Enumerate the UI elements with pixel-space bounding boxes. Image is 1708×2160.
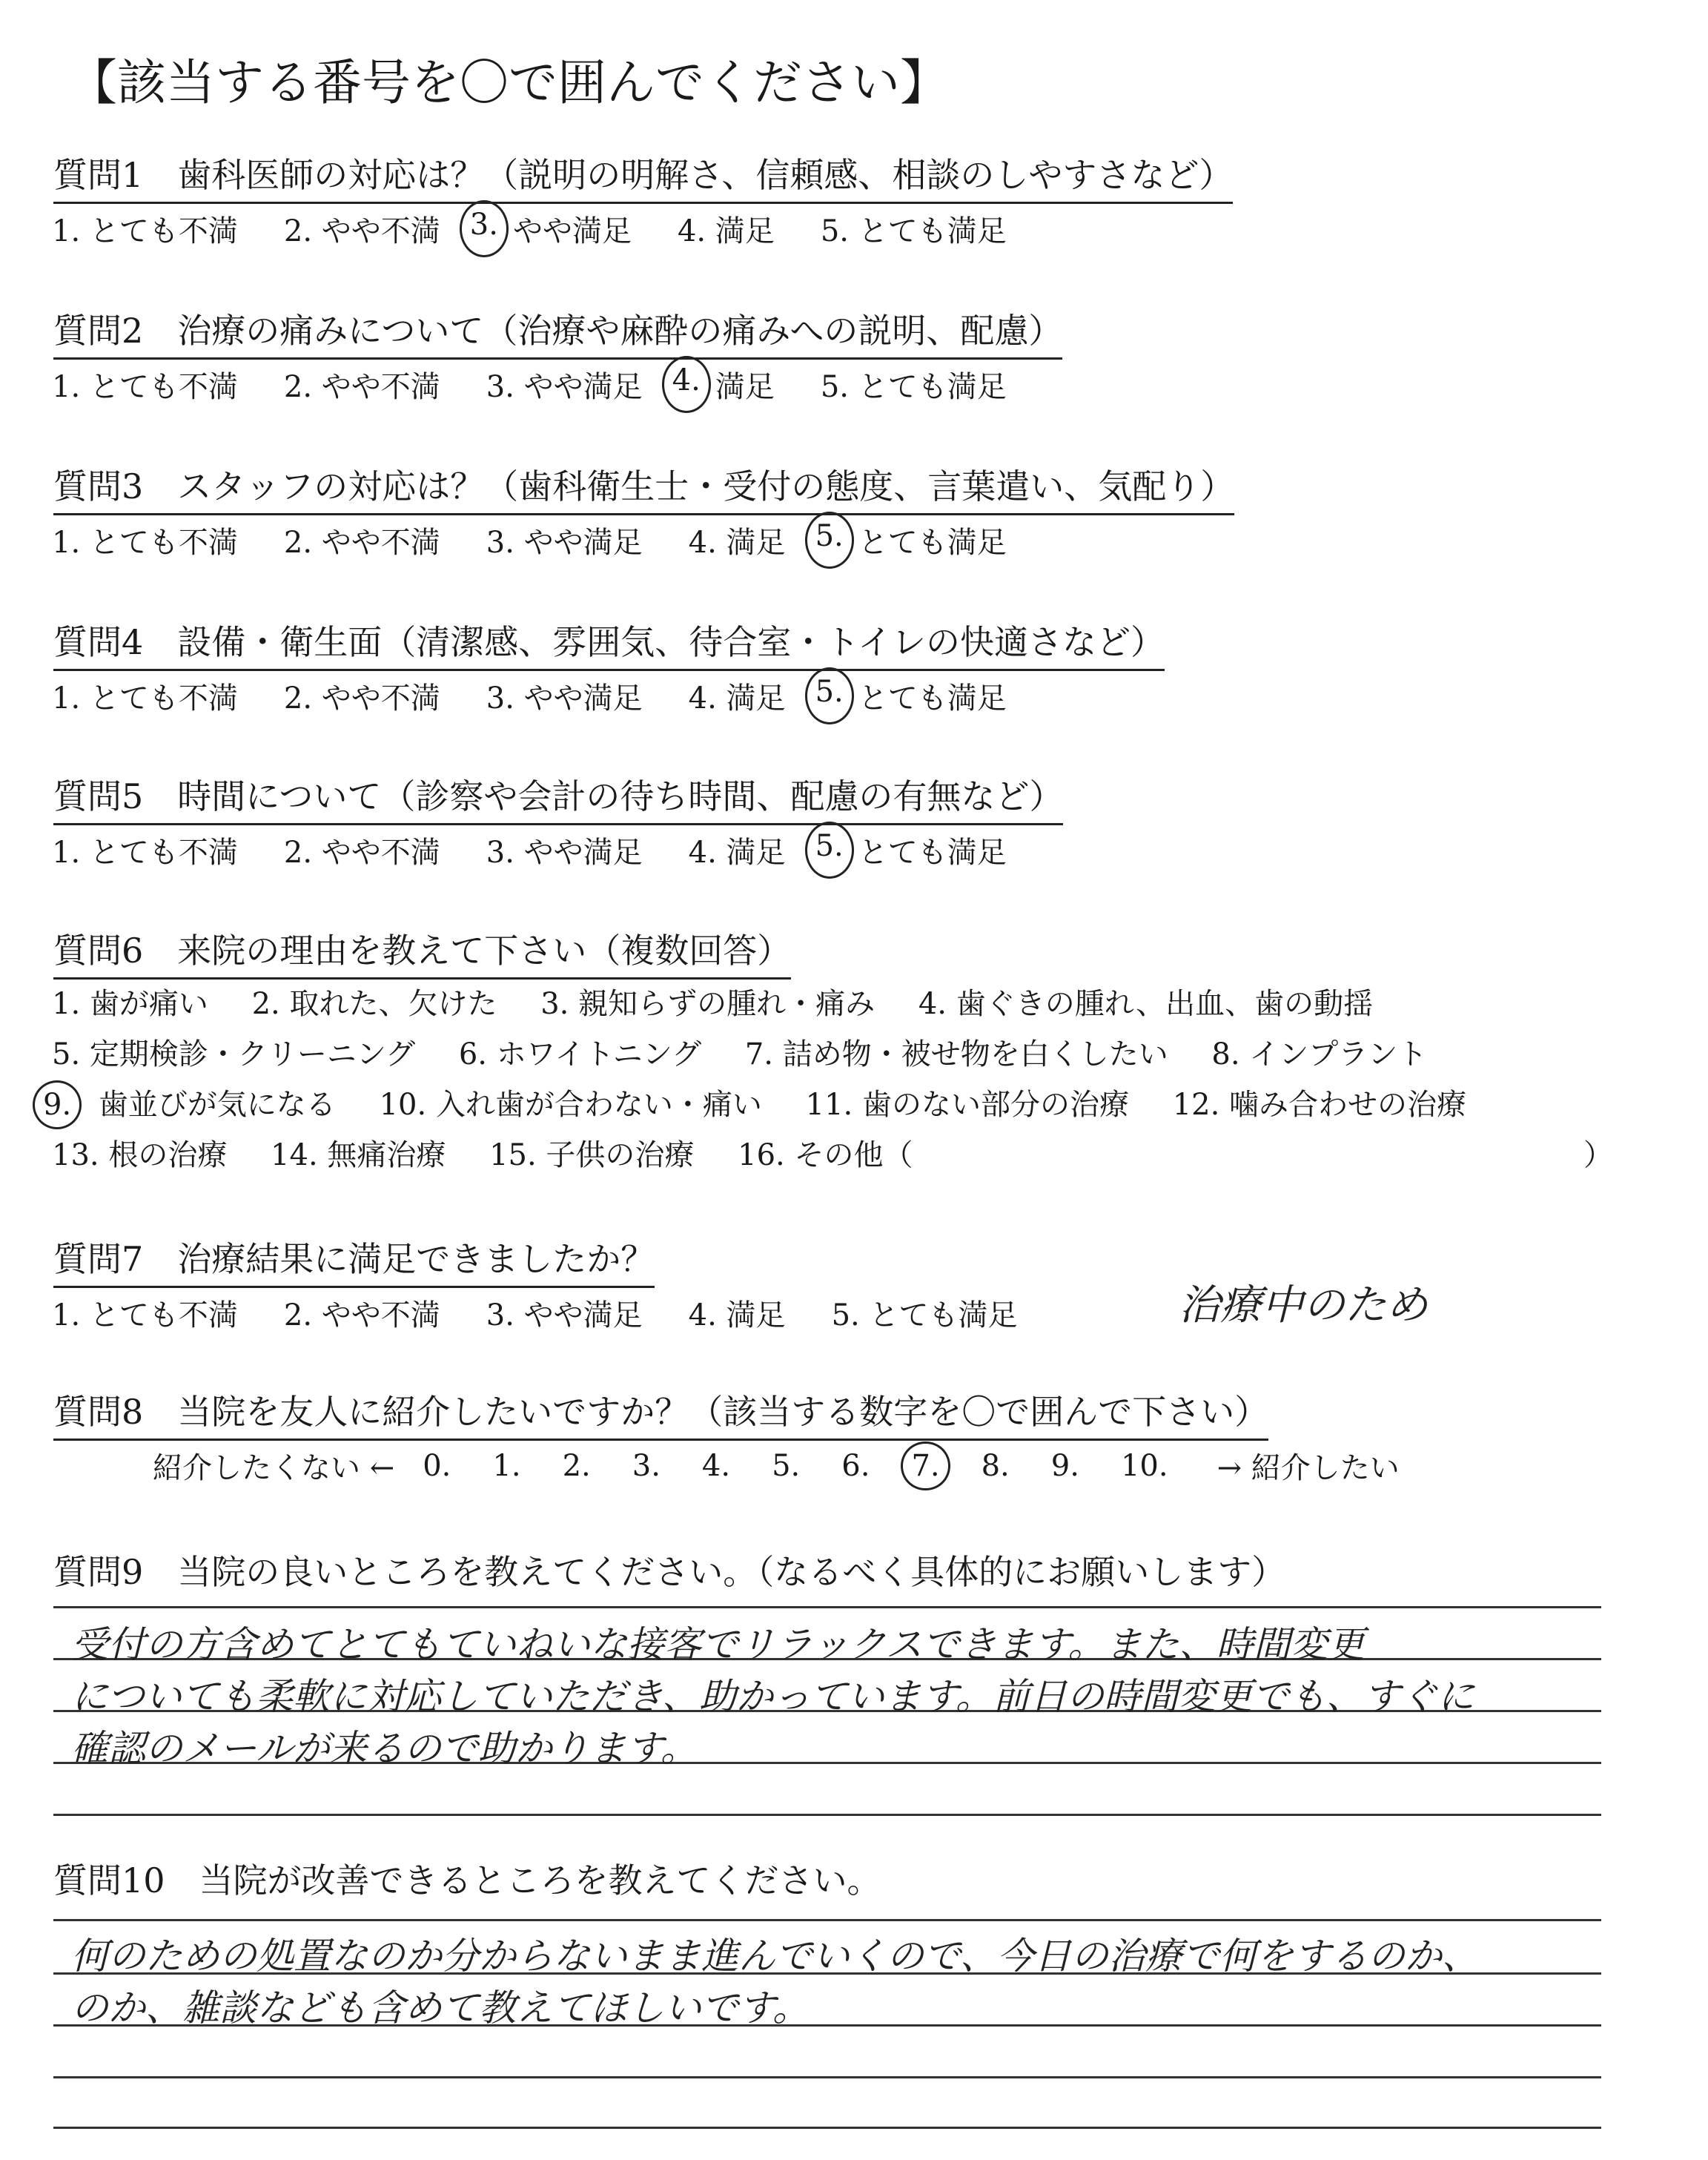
q7-option-1[interactable]: 1. とても不満: [52, 1298, 238, 1332]
q8-scale-value-8[interactable]: 8.: [981, 1448, 1010, 1483]
q3-option-5-label: とても満足: [858, 526, 1007, 560]
q6-option-11[interactable]: 11. 歯のない部分の治療: [805, 1088, 1129, 1122]
q7-option-5[interactable]: 5. とても満足: [831, 1298, 1018, 1332]
q8-scale-value-7-circled[interactable]: 7.: [911, 1448, 940, 1483]
q2-option-3[interactable]: 3. やや満足: [486, 370, 643, 404]
q4-option-2[interactable]: 2. やや不満: [283, 681, 440, 716]
q2-option-1[interactable]: 1. とても不満: [52, 370, 238, 404]
q8-scale-value-9[interactable]: 9.: [1050, 1448, 1079, 1483]
q6-option-15[interactable]: 15. 子供の治療: [489, 1138, 695, 1172]
q8-scale-value-10[interactable]: 10.: [1120, 1448, 1168, 1483]
q2-options: [52, 363, 1007, 406]
q6-option-12[interactable]: 12. 噛み合わせの治療: [1172, 1088, 1467, 1122]
q9-answer-line-1: [53, 1606, 1601, 1608]
q8-scale-value-6[interactable]: 6.: [841, 1448, 870, 1483]
q6-option-1[interactable]: 1. 歯が痛い: [52, 987, 208, 1021]
q8-right-label: → 紹介したい: [1217, 1451, 1400, 1485]
q1-option-2[interactable]: 2. やや不満: [283, 214, 440, 248]
q2-option-4-label: 満足: [715, 370, 775, 404]
q7-option-2[interactable]: 2. やや不満: [283, 1298, 440, 1332]
q9-answer-text-3: 確認のメールが来るので助かります。: [71, 1727, 698, 1770]
q10-title: 質問10 当院が改善できるところを教えてください。: [53, 1860, 881, 1900]
q8-scale-value-1[interactable]: 1.: [492, 1448, 521, 1483]
q5-title: 質問5 時間について（診察や会計の待ち時間、配慮の有無など）: [53, 770, 1063, 825]
q8-scale-value-4[interactable]: 4.: [701, 1448, 731, 1483]
q2-title: 質問2 治療の痛みについて（治療や麻酔の痛みへの説明、配慮）: [53, 304, 1062, 360]
q10-answer-text-1: 何のための処置なのか分からないまま進んでいくので、今日の治療で何をするのか、: [71, 1935, 1479, 1978]
q4-option-1[interactable]: 1. とても不満: [52, 681, 238, 716]
q6-row-2: [52, 1031, 1427, 1073]
q1-option-4[interactable]: 4. 満足: [677, 214, 775, 248]
page-header: 【該当する番号を〇で囲んでください】: [68, 54, 949, 111]
q6-other-close-paren: ）: [1583, 1138, 1613, 1172]
q9-answer-text-1: 受付の方含めてとてもていねいな接客でリラックスできます。また、時間変更: [71, 1623, 1365, 1666]
q7-option-3[interactable]: 3. やや満足: [486, 1298, 643, 1332]
q10-answer-line-5: [53, 2127, 1601, 2129]
q6-option-8[interactable]: 8. インプラント: [1211, 1037, 1428, 1071]
q6-option-9-circled[interactable]: 9.: [43, 1088, 72, 1122]
q3-title: 質問3 スタッフの対応は？（歯科衛生士・受付の態度、言葉遣い、気配り）: [53, 460, 1234, 515]
q6-title: 質問6 来院の理由を教えて下さい（複数回答）: [53, 924, 791, 980]
q5-option-5-circled[interactable]: 5.: [815, 829, 844, 871]
q3-option-5-circled[interactable]: 5.: [815, 519, 844, 561]
q3-option-3[interactable]: 3. やや満足: [486, 526, 643, 560]
q4-option-5-label: とても満足: [858, 681, 1007, 716]
q4-option-5-circled[interactable]: 5.: [815, 675, 844, 717]
q6-row-4: [52, 1132, 913, 1174]
q5-option-1[interactable]: 1. とても不満: [52, 836, 238, 870]
q7-handwritten-note: 治療中のため: [1179, 1281, 1428, 1330]
q6-option-5[interactable]: 5. 定期検診・クリーニング: [52, 1037, 416, 1071]
q8-scale-value-3[interactable]: 3.: [632, 1448, 661, 1483]
q9-answer-line-5: [53, 1814, 1601, 1816]
q1-option-1[interactable]: 1. とても不満: [52, 214, 238, 248]
q6-option-13[interactable]: 13. 根の治療: [52, 1138, 228, 1172]
q3-options: [52, 519, 1007, 561]
q6-option-6[interactable]: 6. ホワイトニング: [458, 1037, 702, 1071]
q8-left-label: 紹介したくない ←: [153, 1451, 395, 1485]
q6-option-2[interactable]: 2. 取れた、欠けた: [251, 987, 497, 1021]
q4-option-4[interactable]: 4. 満足: [688, 681, 786, 716]
q7-title: 質問7 治療結果に満足できましたか？: [53, 1232, 655, 1288]
q1-title: 質問1 歯科医師の対応は？（説明の明解さ、信頼感、相談のしやすさなど）: [53, 148, 1233, 204]
q7-option-4[interactable]: 4. 満足: [688, 1298, 786, 1332]
q5-option-4[interactable]: 4. 満足: [688, 836, 786, 870]
q9-answer-text-2: についても柔軟に対応していただき、助かっています。前日の時間変更でも、すぐに: [71, 1675, 1474, 1718]
q6-option-14[interactable]: 14. 無痛治療: [271, 1138, 446, 1172]
q5-options: [52, 829, 1007, 871]
q3-option-2[interactable]: 2. やや不満: [283, 526, 440, 560]
q8-scale-value-0[interactable]: 0.: [423, 1448, 451, 1483]
q6-option-16[interactable]: 16. その他（: [738, 1138, 913, 1172]
q8-title: 質問8 当院を友人に紹介したいですか？（該当する数字を〇で囲んで下さい）: [53, 1385, 1268, 1441]
q10-answer-line-4: [53, 2076, 1601, 2078]
q6-option-10[interactable]: 10. 入れ歯が合わない・痛い: [379, 1088, 762, 1122]
q6-option-7[interactable]: 7. 詰め物・被せ物を白くしたい: [744, 1037, 1168, 1071]
q1-option-5[interactable]: 5. とても満足: [820, 214, 1007, 248]
q8-scale: [153, 1444, 1400, 1487]
q1-option-3-label: やや満足: [512, 214, 632, 248]
q6-row-3: [43, 1081, 1466, 1123]
q4-title: 質問4 設備・衛生面（清潔感、雰囲気、待合室・トイレの快適さなど）: [53, 615, 1165, 671]
q7-options: [52, 1292, 1017, 1334]
q1-option-3-circled[interactable]: 3.: [470, 208, 498, 250]
q5-option-3[interactable]: 3. やや満足: [486, 836, 643, 870]
q8-scale-value-5[interactable]: 5.: [772, 1448, 801, 1483]
q5-option-5-label: とても満足: [858, 836, 1007, 870]
q8-scale-value-2[interactable]: 2.: [562, 1448, 591, 1483]
q2-option-2[interactable]: 2. やや不満: [283, 370, 440, 404]
q9-title: 質問9 当院の良いところを教えてください。（なるべく具体的にお願いします）: [53, 1552, 1286, 1592]
q3-option-1[interactable]: 1. とても不満: [52, 526, 238, 560]
q6-option-9-label: 歯並びが気になる: [98, 1088, 336, 1122]
q6-option-3[interactable]: 3. 親知らずの腫れ・痛み: [540, 987, 875, 1021]
q10-answer-text-2: のか、雑談なども含めて教えてほしいです。: [71, 1986, 810, 2029]
q4-option-3[interactable]: 3. やや満足: [486, 681, 643, 716]
q10-answer-line-1: [53, 1919, 1601, 1921]
q2-option-4-circled[interactable]: 4.: [672, 363, 701, 406]
q8-scale-values: [423, 1449, 1209, 1483]
q1-options: [52, 208, 1007, 250]
q3-option-4[interactable]: 4. 満足: [688, 526, 786, 560]
q4-options: [52, 675, 1007, 717]
q2-option-5[interactable]: 5. とても満足: [820, 370, 1007, 404]
q5-option-2[interactable]: 2. やや不満: [283, 836, 440, 870]
q6-row-1: [52, 980, 1373, 1023]
q6-option-4[interactable]: 4. 歯ぐきの腫れ、出血、歯の動揺: [918, 987, 1374, 1021]
